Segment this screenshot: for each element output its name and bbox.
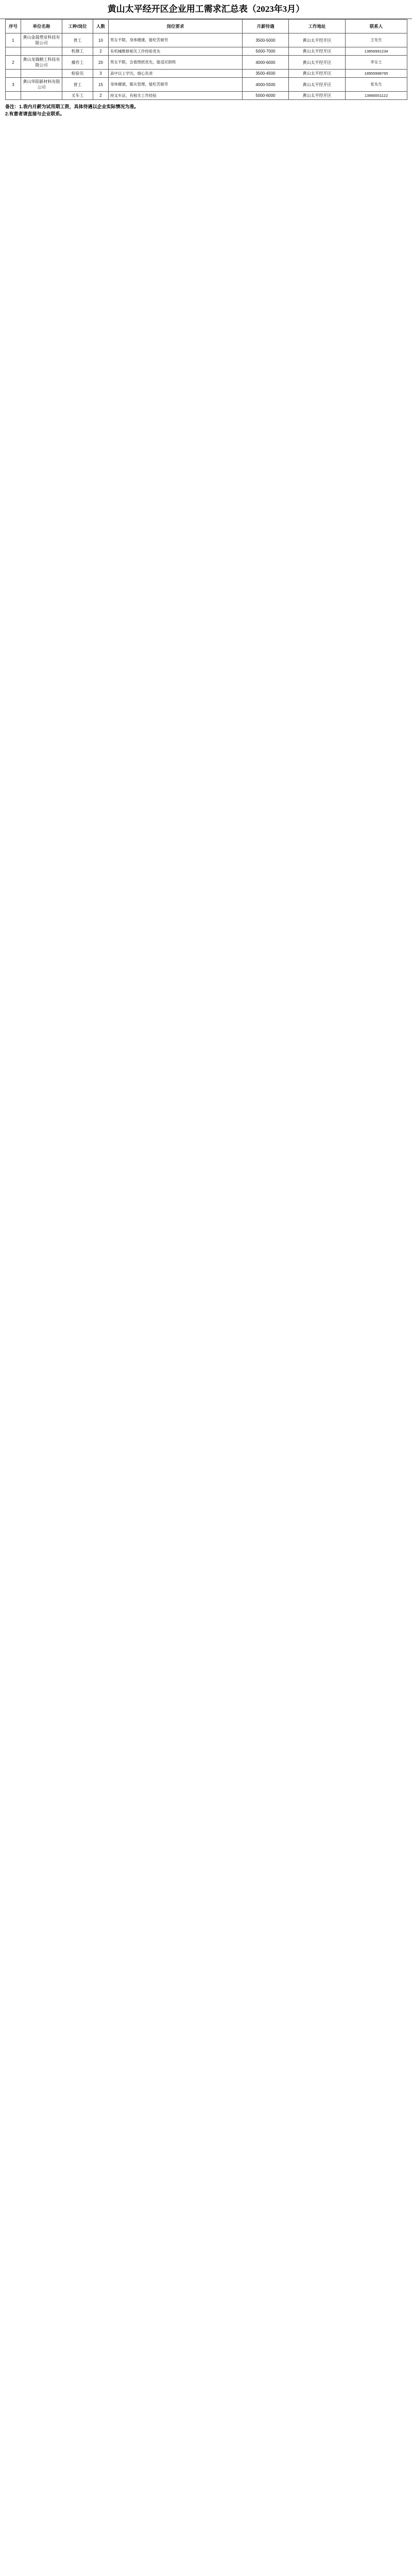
footer-note: 2.有意者请直接与企业联系。 (5, 111, 65, 116)
table-row (6, 78, 407, 92)
table-row (6, 92, 407, 100)
cell-addr: 黄山太平经开区 (289, 33, 346, 47)
cell-job: 普工 (62, 33, 93, 47)
cell-addr: 黄山太平经开区 (289, 92, 346, 100)
table-row (6, 47, 407, 56)
cell-job: 普工 (62, 78, 93, 92)
table-row (6, 70, 407, 78)
cell-addr: 黄山太平经开区 (289, 78, 346, 92)
cell-pay: 4000-6000 (243, 56, 289, 70)
col-header: 联系人 (346, 20, 407, 33)
cell-pay: 3500-4500 (243, 70, 289, 78)
cell-count: 3 (93, 70, 109, 78)
table-row (6, 33, 407, 47)
cell-job: 叉车工 (62, 92, 93, 100)
cell-pay: 3500-5000 (243, 33, 289, 47)
table-header-row (6, 20, 407, 33)
cell-contact: 张先生 (346, 78, 407, 92)
cell-pay: 5000-6000 (243, 92, 289, 100)
col-header: 单位名称 (21, 20, 62, 33)
cell-contact: 李女士 (346, 56, 407, 70)
cell-req: 有机械维修相关工作经验优先 (109, 47, 243, 56)
cell-req: 身体健康，服从管理，能吃苦耐劳 (109, 78, 243, 92)
col-header: 工作地址 (289, 20, 346, 33)
cell-pay: 5000-7000 (243, 47, 289, 56)
cell-addr: 黄山太平经开区 (289, 47, 346, 56)
footer-notes (5, 103, 407, 117)
cell-req: 持叉车证，有相关工作经验 (109, 92, 243, 100)
cell-job: 操作工 (62, 56, 93, 70)
cell-req: 男女不限，会看图纸优先，能适应倒班 (109, 56, 243, 70)
table-row (6, 56, 407, 70)
cell-no: 2 (6, 56, 21, 70)
cell-addr: 黄山太平经开区 (289, 70, 346, 78)
footer-note: 备注：1.表内月薪为试用期工资，具体待遇以企业实际情况为准。 (5, 104, 139, 109)
cell-count: 15 (93, 78, 109, 92)
cell-count: 2 (93, 47, 109, 56)
cell-company (21, 92, 62, 100)
cell-no (6, 70, 21, 78)
cell-no: 1 (6, 33, 21, 47)
col-header: 月薪待遇 (243, 20, 289, 33)
cell-contact: 18955998765 (346, 70, 407, 78)
cell-count: 2 (93, 92, 109, 100)
cell-company: 黄山龙瑞精工科技有限公司 (21, 56, 62, 70)
col-header: 序号 (6, 20, 21, 33)
cell-no (6, 47, 21, 56)
cell-count: 10 (93, 33, 109, 47)
cell-no: 3 (6, 78, 21, 92)
cell-job: 检验员 (62, 70, 93, 78)
cell-job: 机修工 (62, 47, 93, 56)
cell-company (21, 47, 62, 56)
job-table (5, 19, 407, 100)
cell-no (6, 92, 21, 100)
cell-req: 男女不限，身体健康，能吃苦耐劳 (109, 33, 243, 47)
col-header: 人数 (93, 20, 109, 33)
cell-pay: 4000-5500 (243, 78, 289, 92)
cell-count: 20 (93, 56, 109, 70)
cell-contact: 13856991234 (346, 47, 407, 56)
page-title: 黄山太平经开区企业用工需求汇总表（2023年3月） (0, 0, 412, 19)
cell-company (21, 70, 62, 78)
cell-company: 黄山金晨塑业科技有限公司 (21, 33, 62, 47)
col-header: 工种/岗位 (62, 20, 93, 33)
cell-company: 黄山华阳新材料有限公司 (21, 78, 62, 92)
col-header: 岗位要求 (109, 20, 243, 33)
cell-addr: 黄山太平经开区 (289, 56, 346, 70)
cell-req: 高中以上学历，细心负责 (109, 70, 243, 78)
cell-contact: 13966551122 (346, 92, 407, 100)
cell-contact: 王先生 (346, 33, 407, 47)
